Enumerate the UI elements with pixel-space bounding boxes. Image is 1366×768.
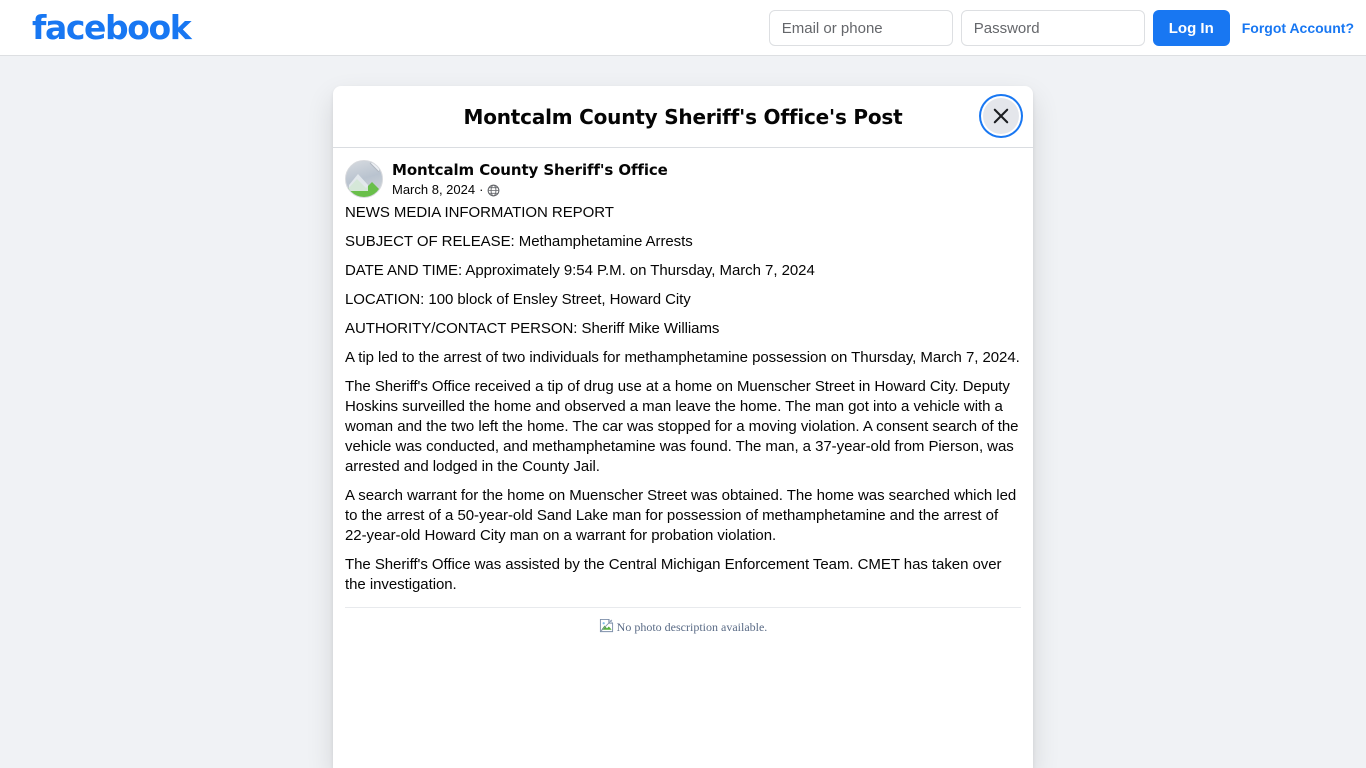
post-paragraph: The Sheriff's Office was assisted by the Central Michigan Enforcement Team. CMET has taken over the investigation. [345, 556, 1002, 593]
post-paragraph: The Sheriff's Office received a tip of drug use at a home on Muenscher Street in Howard City. Deputy Hoskins surveilled the home and observed a man leave the home. The man got into a vehicle with a woman and the two left the home. The car was stopped for a moving violation. A consent search of the vehicle was conducted, and methamphetamine was found. The man, a 37-year-old from Pierson, was arrested and lodged in the County Jail. [345, 378, 1019, 475]
modal-header [333, 86, 1033, 148]
login-form [769, 8, 1358, 48]
broken-image-icon [599, 618, 614, 633]
post-modal-dialog [333, 86, 1033, 768]
post-date[interactable]: March 8, 2024 [392, 182, 476, 197]
avatar[interactable] [345, 160, 383, 198]
close-button[interactable] [983, 98, 1019, 134]
modal-title: Montcalm County Sheriff's Office's Post [463, 104, 903, 129]
post-content [333, 148, 1033, 747]
broken-image-avatar-icon [346, 161, 382, 198]
email-or-phone-input[interactable] [769, 10, 953, 46]
post-paragraph: DATE AND TIME: Approximately 9:54 P.M. on Thursday, March 7, 2024 [345, 262, 815, 279]
post-message [345, 203, 1021, 595]
post-photo-area [345, 607, 1021, 747]
post-paragraph: A tip led to the arrest of two individuals for methamphetamine possession on Thursday, March 7, 2024. [345, 349, 1020, 366]
post-paragraph: SUBJECT OF RELEASE: Methamphetamine Arrests [345, 233, 693, 250]
broken-photo-placeholder[interactable] [599, 618, 768, 633]
facebook-top-bar [0, 0, 1366, 56]
forgot-account-link[interactable]: Forgot Account? [1241, 20, 1354, 36]
post-paragraph: A search warrant for the home on Muenscher Street was obtained. The home was searched which led to the arrest of a 50-year-old Sand Lake man for possession of methamphetamine and the arrest of 22-year-old Howard City man on a warrant for probation violation. [345, 487, 1017, 544]
post-meta-row [392, 181, 668, 199]
author-meta [392, 160, 668, 199]
post-author-row [345, 160, 1021, 203]
password-input[interactable] [961, 10, 1145, 46]
globe-icon[interactable] [487, 184, 500, 197]
meta-separator: · [479, 182, 484, 197]
photo-alt-text: No photo description available. [616, 619, 768, 634]
post-paragraph: NEWS MEDIA INFORMATION REPORT [345, 204, 614, 221]
post-paragraph: AUTHORITY/CONTACT PERSON: Sheriff Mike Williams [345, 320, 720, 337]
log-in-button[interactable]: Log In [1153, 10, 1230, 46]
post-author-name[interactable]: Montcalm County Sheriff's Office [392, 161, 668, 179]
close-icon [992, 107, 1010, 125]
facebook-logo[interactable]: facebook [32, 8, 191, 47]
post-paragraph: LOCATION: 100 block of Ensley Street, Howard City [345, 291, 691, 308]
